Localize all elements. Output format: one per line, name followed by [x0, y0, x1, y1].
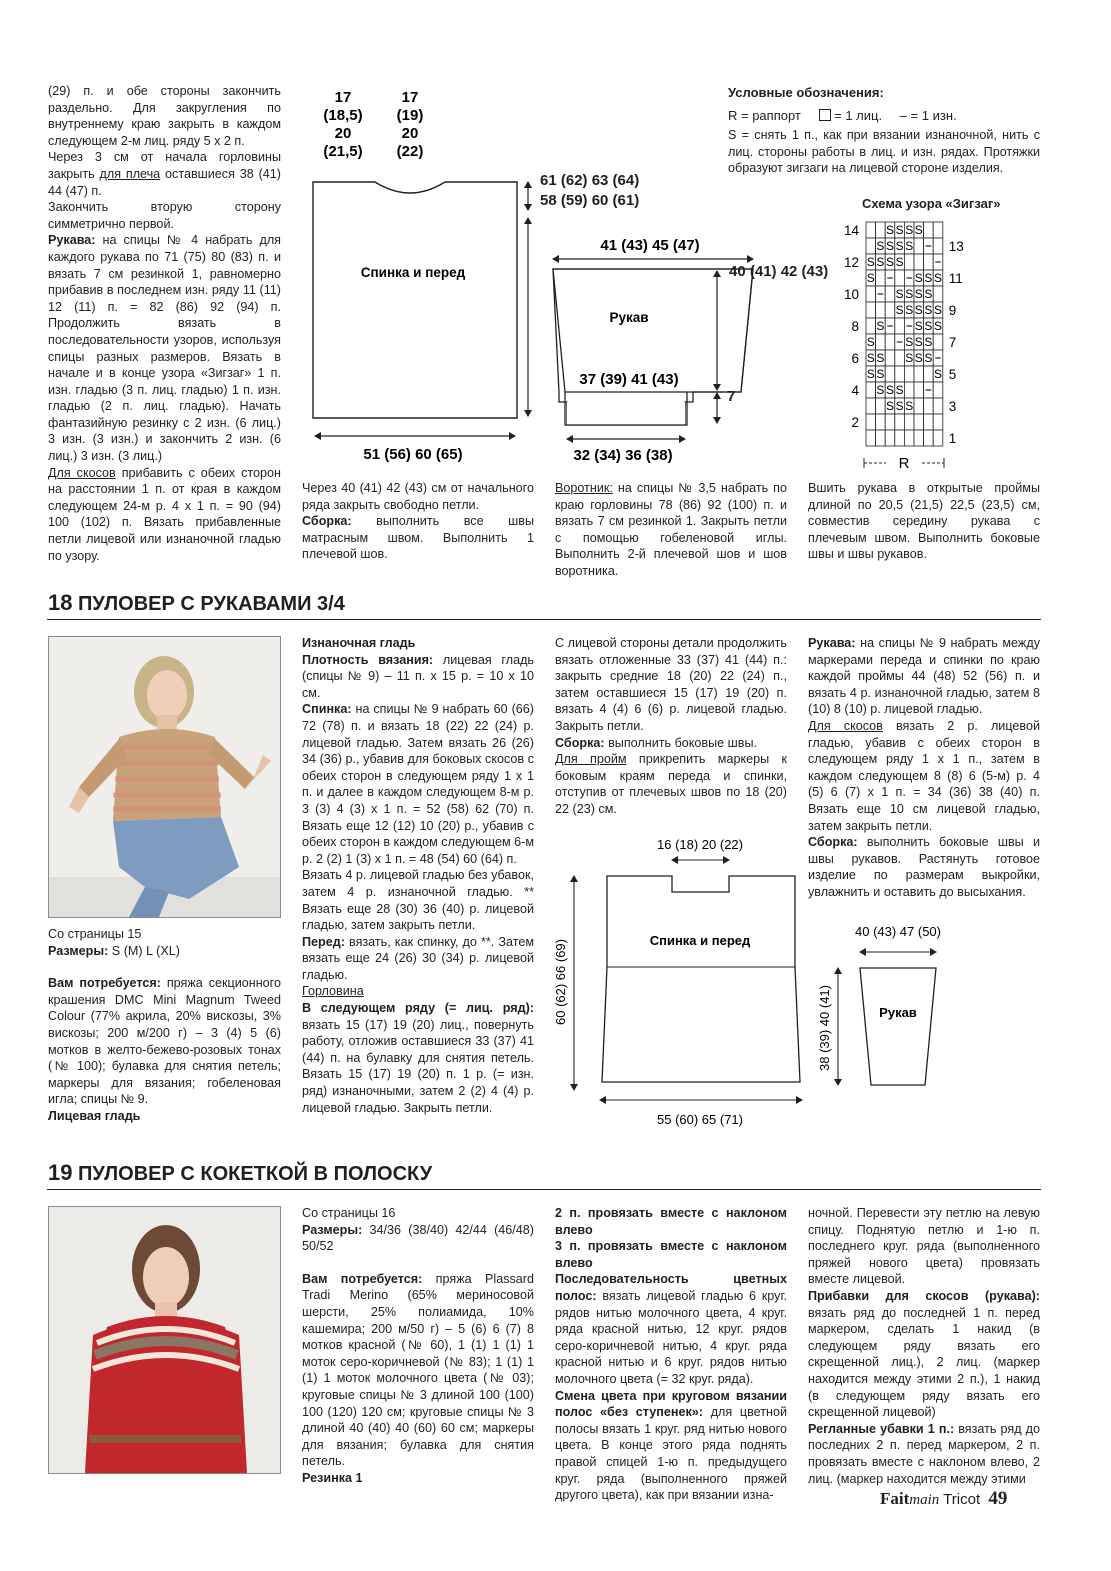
- page-footer: Faitmain Tricot 49: [880, 1488, 1008, 1509]
- paragraph: Спинка: на спицы № 9 набрать 60 (66) 72 (78) п. и вязать 18 (22) 22 (24) р. лицевой гладью. Затем вязать 26 (26) 34 (36) р., убавив для боковых скосов с обеих сторон в следующем ряду 1 х 1 п. и далее в каждом следующем 8-м р. 3 (3) 4 (3) х 1 п. = 52 (58) 62 (70) п. Вязать еще 12 (12) 10 (20) р., убавив с обеих сторон в каждом следующем 6-м р. 2 (2) 1 (3) х 1 п. = 48 (54) 60 (64) п.: [302, 702, 534, 866]
- dim-label: 17: [334, 89, 352, 106]
- chart-cell: [895, 350, 905, 366]
- slip-stitch-symbol: S: [924, 319, 933, 333]
- row-number: 2: [851, 415, 859, 430]
- chart-cell: [885, 430, 895, 446]
- chart-cell: [866, 222, 876, 238]
- paragraph: Вязать 4 р. лицевой гладью без убавок, затем 4 р. изнаночной гладью. ** Вязать еще 28 (30) 36 (40) р. лицевой гладью, затем закрыть петли.: [302, 868, 534, 933]
- s18-col2-text: [302, 635, 534, 1116]
- paragraph: Плотность вязания: лицевая гладь (спицы № 9) – 11 п. х 15 р. = 10 х 10 см.: [302, 652, 534, 700]
- row-number: 7: [948, 335, 957, 350]
- paragraph: Вам потребуется: пряжа Plassard Tradi Merino (65% мериносовой шерсти, 25% полиамида, 10% кашемира; 200 м/50 г) – 5 (6) 6 (7) 8 мотков красной (№ 60), 1 (1) 1 (1) 1 моток серо-коричневой (№ 83); 1 (1) 1 (1) 1 моток молочного цвета (№ 03); круговые спицы № 3 длиной 100 (100) 100 (120) 120 см; круговые спицы № 3 длиной 40 (40) 40 (60) 60 см; маркеры для вязания; булавка для снятия петель.: [302, 1271, 534, 1469]
- row-number: 8: [851, 319, 859, 334]
- chart-title: Схема узора «Зигзаг»: [862, 196, 1001, 211]
- chart-cell: [885, 334, 895, 350]
- slip-stitch-symbol: S: [885, 223, 895, 237]
- chart-cell: [895, 366, 905, 382]
- slip-stitch-symbol: S: [876, 319, 885, 333]
- chart-cell: [933, 430, 943, 446]
- slip-stitch-symbol: S: [895, 287, 904, 301]
- divider: [47, 1189, 1041, 1190]
- chart-cell: [914, 238, 924, 254]
- chart-cell: [866, 382, 876, 398]
- paragraph: Регланные убавки 1 п.: вязать ряд до последних 2 п. перед маркером, 2 п. провязать вместе с наклоном влево, 2 лиц. (маркер находится между этими: [808, 1421, 1040, 1486]
- slip-stitch-symbol: S: [895, 303, 904, 317]
- top-col1-text: [48, 83, 281, 564]
- row-number: 12: [843, 255, 859, 270]
- slip-stitch-symbol: S: [924, 335, 933, 349]
- paragraph: Размеры: 34/36 (38/40) 42/44 (46/48) 50/52: [302, 1222, 534, 1254]
- dim-label: 20: [334, 125, 352, 142]
- dim-label: (19): [396, 107, 424, 124]
- sleeve-outline: [553, 269, 753, 425]
- sweater-18-photo: [48, 636, 281, 918]
- chart-cell: [924, 414, 934, 430]
- chart-cell: [885, 286, 895, 302]
- legend-title: Условные обозначения:: [728, 85, 884, 100]
- paragraph: Сборка: выполнить все швы матрасным швом. Выполнить 1 плечевой шов.: [302, 514, 534, 562]
- slip-stitch-symbol: S: [895, 255, 904, 269]
- slip-stitch-symbol: S: [914, 271, 923, 285]
- s19-col3-text: [555, 1205, 787, 1504]
- legend-row: R = раппорт = 1 лиц. – = 1 изн.: [728, 107, 957, 123]
- chart-cell: [895, 430, 905, 446]
- chart-cell: [895, 270, 905, 286]
- dim-label: 40 (41) 42 (43): [729, 263, 829, 280]
- slip-stitch-symbol: S: [914, 319, 923, 333]
- divider: [47, 619, 1041, 620]
- chart-cell: [914, 382, 924, 398]
- dim-label: 16 (18) 20 (22): [657, 837, 743, 852]
- s18-col3-text: [555, 635, 787, 818]
- s18-schematic-diagram: [545, 832, 965, 1132]
- slip-stitch-symbol: S: [914, 351, 923, 365]
- body-schematic-diagram: [295, 82, 545, 467]
- diagram-label: Рукав: [879, 1005, 917, 1020]
- chart-cell: [876, 414, 886, 430]
- paragraph: 2 п. провязать вместе с наклоном влево: [555, 1206, 787, 1237]
- s19-col2-text: [302, 1205, 534, 1487]
- section-19-heading: 19 ПУЛОВЕР С КОКЕТКОЙ В ПОЛОСКУ: [48, 1160, 433, 1185]
- chart-cell: [885, 302, 895, 318]
- chart-cell: [933, 286, 943, 302]
- paragraph: Воротник: на спицы № 3,5 набрать по краю горловины 78 (86) 92 (100) п. и вязать 7 см резинкой 1. Закрыть петли с помощью гобеленовой иглы. Выполнить 2-й плечевой шов и шов воротника.: [555, 481, 787, 578]
- chart-cell: [866, 414, 876, 430]
- chart-cell: [866, 302, 876, 318]
- row-number: 10: [843, 287, 859, 302]
- paragraph: Закончить вторую сторону симметрично первой.: [48, 200, 281, 231]
- slip-stitch-symbol: S: [895, 239, 904, 253]
- chart-cell: [866, 286, 876, 302]
- sleeve-outline: [860, 968, 936, 1085]
- paragraph: Рукава: на спицы № 4 набрать для каждого рукава по 71 (75) 80 (83) п. и вязать 7 см резинкой 1, равномерно прибавив в последнем изн. ряду 11 (11) 12 (11) п. = 82 (86) 92 (94) п. Продолжить вязать в последовательности узоров, используя спицы разных размеров. Вязать в начале и в конце узора «Зигзаг» 1 п. изн. гладью (3 п. лиц. гладью) 1 п. изн. гладью (2 п. лиц. гладью). Начать фантазийную резинку с 2 изн. (6 лиц.) 3 изн. (3 изн.) и закончить 2 изн. (6 лиц.) 3 изн. (3 лиц.): [48, 233, 281, 464]
- paragraph: 3 п. провязать вместе с наклоном влево: [555, 1239, 787, 1270]
- slip-stitch-symbol: S: [914, 287, 923, 301]
- repeat-label: R: [898, 455, 910, 472]
- slip-stitch-symbol: S: [924, 271, 933, 285]
- chart-cell: [914, 254, 924, 270]
- chart-cell: [904, 366, 914, 382]
- paragraph: Для скосов прибавить с обеих сторон на расстоянии 1 п. от края в каждом следующем 24-м р. 4 х 1 п. = 90 (94) 100 (102) п. Вязать прибавленные петли лицевой или изнаночной гладью по узору.: [48, 465, 282, 563]
- paragraph: Смена цвета при круговом вязании полос «без ступенек»: для цветной полосы вязать 1 круг. ряд нитью нового цвета. В конце этого ряда поднять правой спицей 1-ю п. предыдущего круг. ряда (выполненного пряжей другого цвета), как при вязании изна-: [555, 1388, 788, 1503]
- chart-cell: [866, 318, 876, 334]
- dim-label: 7: [727, 388, 736, 405]
- slip-stitch-symbol: S: [885, 255, 895, 269]
- dim-label: 61 (62) 63 (64): [540, 172, 640, 189]
- slip-stitch-symbol: S: [866, 271, 875, 285]
- paragraph: Рукава: на спицы № 9 набрать между маркерами переда и спинки по краю каждой проймы 44 (48) 52 (56) п. и вязать 4 р. изнаночной гладью, затем 8 (10) 8 (10) р. лицевой гладью.: [808, 636, 1040, 717]
- chart-cell: [914, 398, 924, 414]
- slip-stitch-symbol: S: [905, 399, 914, 413]
- row-number: 11: [948, 271, 963, 286]
- legend: [728, 85, 1040, 177]
- dim-label: 60 (62) 66 (69): [553, 939, 568, 1025]
- slip-stitch-symbol: S: [905, 335, 914, 349]
- top-col2-text: [302, 480, 534, 563]
- slip-stitch-symbol: S: [905, 239, 914, 253]
- slip-stitch-symbol: S: [924, 351, 933, 365]
- slip-stitch-symbol: S: [876, 367, 885, 381]
- dim-label: 55 (60) 65 (71): [657, 1112, 743, 1127]
- chart-cell: [885, 366, 895, 382]
- dim-label: 40 (43) 47 (50): [855, 924, 941, 939]
- chart-cell: [924, 366, 934, 382]
- chart-cell: [933, 414, 943, 430]
- chart-cell: [876, 430, 886, 446]
- top-col4-text: [808, 480, 1040, 563]
- paragraph: (29) п. и обе стороны закончить раздельно. Для закругления по внутреннему краю закрыть в каждом следующем 2-м лиц. ряду 5 х 2 п.: [48, 84, 281, 148]
- stitch-knit-icon: [819, 109, 831, 121]
- chart-cell: [924, 430, 934, 446]
- chart-cell: [933, 222, 943, 238]
- slip-stitch-symbol: S: [866, 335, 875, 349]
- row-number: 3: [948, 399, 957, 414]
- dim-label: 37 (39) 41 (43): [579, 371, 679, 388]
- chart-cell: [895, 414, 905, 430]
- slip-stitch-symbol: S: [895, 223, 904, 237]
- slip-stitch-symbol: S: [895, 383, 904, 397]
- slip-stitch-symbol: S: [876, 255, 885, 269]
- chart-cell: [924, 222, 934, 238]
- zigzag-pattern-chart: [838, 218, 988, 480]
- slip-stitch-symbol: S: [905, 287, 914, 301]
- paragraph: Через 3 см от начала горловины закрыть для плеча оставшиеся 38 (41) 44 (47) п.: [48, 150, 281, 198]
- chart-cell: [914, 414, 924, 430]
- slip-stitch-symbol: S: [885, 399, 895, 413]
- row-number: 5: [948, 367, 957, 382]
- row-number: 13: [948, 239, 964, 254]
- paragraph: Через 40 (41) 42 (43) см от начального ряда закрыть свободно петли.: [302, 481, 534, 512]
- chart-cell: [885, 414, 895, 430]
- chart-cell: [876, 398, 886, 414]
- paragraph: Прибавки для скосов (рукава): вязать ряд до последней 1 п. перед маркером, сделать 1 накид (в следующем ряду вязать его скрещенной лиц.), 2 лиц. (маркер находится между этими 2 п.), 1 накид (в следующем ряду вязать его скрещенной лицевой): [808, 1288, 1040, 1420]
- chart-cell: [904, 382, 914, 398]
- dim-label: (18,5): [323, 107, 363, 124]
- slip-stitch-symbol: S: [924, 303, 933, 317]
- row-number: 1: [948, 431, 957, 446]
- slip-stitch-symbol: S: [866, 255, 875, 269]
- sweater-19-photo: [48, 1206, 281, 1474]
- s19-col4-text: [808, 1205, 1040, 1487]
- chart-cell: [895, 318, 905, 334]
- paragraph: Последовательность цветных полос: вязать лицевой гладью 6 круг. рядов нитью молочного цвета, 4 круг. ряда красной нитью, 12 круг. рядов серо-коричневой нитью, 4 круг. ряда красной нитью и 6 круг. рядов нитью молочного цвета (= 32 круг. ряда).: [555, 1272, 787, 1386]
- paragraph: Сборка: выполнить боковые швы.: [555, 735, 758, 750]
- paragraph: Вшить рукава в открытые проймы длиной по 20,5 (21,5) 22,5 (23,5) см, совместив середину рукава с плечевым швом. Выполнить боковые швы и швы рукавов.: [808, 481, 1040, 562]
- paragraph: Со страницы 15: [48, 927, 142, 941]
- chart-cell: [933, 334, 943, 350]
- dim-label: (22): [396, 143, 424, 160]
- slip-stitch-symbol: S: [876, 383, 885, 397]
- legend-text: S = снять 1 п., как при вязании изнаночной, нить с лиц. стороны работы в лиц. и изн. рядах. Протяжки образуют зигзаги на лицевой стороне изделия.: [728, 128, 1040, 176]
- paragraph: Горловина: [302, 984, 364, 999]
- slip-stitch-symbol: S: [924, 287, 933, 301]
- chart-cell: [914, 366, 924, 382]
- slip-stitch-symbol: S: [914, 335, 923, 349]
- paragraph: Резинка 1: [302, 1470, 363, 1485]
- paragraph: Сборка: выполнить боковые швы и швы рукавов. Растянуть готовое изделие по размерам выкройки, увлажнить и оставить до высыхания.: [808, 835, 1040, 899]
- slip-stitch-symbol: S: [933, 303, 943, 317]
- chart-cell: [876, 222, 886, 238]
- slip-stitch-symbol: S: [905, 223, 914, 237]
- slip-stitch-symbol: S: [866, 367, 875, 381]
- chart-cell: [885, 350, 895, 366]
- diagram-label: Рукав: [609, 310, 649, 325]
- chart-cell: [933, 382, 943, 398]
- slip-stitch-symbol: S: [914, 223, 923, 237]
- slip-stitch-symbol: S: [905, 351, 914, 365]
- paragraph: В следующем ряду (= лиц. ряд): вязать 15 (17) 19 (20) лиц., повернуть работу, отложив оставшиеся 33 (37) 41 (44) п. на булавку для снятия петель. Вязать 15 (17) 19 (20) п. 1 р. (= изн. ряд) изнаночными, затем 2 (2) 4 (4) р. лицевой гладью. Закрыть петли.: [302, 1001, 534, 1115]
- row-number: 9: [948, 303, 957, 318]
- dim-label: 58 (59) 60 (61): [540, 192, 640, 209]
- paragraph: Со страницы 16: [302, 1206, 396, 1220]
- paragraph: Для скосов вязать 2 р. лицевой гладью, убавив с обеих сторон в следующем ряду 1 х 1 п., затем в каждом следующем 8 (8) 6 (5-м) р. 4 (5) 6 (7) х 1 п. = 34 (36) 38 (40) п. Вязать еще 10 см лицевой гладью, затем закрыть петли.: [808, 718, 1040, 833]
- slip-stitch-symbol: S: [876, 351, 885, 365]
- chart-cell: [876, 270, 886, 286]
- paragraph: Лицевая гладь: [48, 1108, 141, 1123]
- chart-cell: [866, 398, 876, 414]
- paragraph: Вам потребуется: пряжа секционного крашения DMC Mini Magnum Tweed Colour (77% акрила, 20% вискозы, 3% вискозы; 200 м/200 г) – 3 (4) 5 (6) мотков в желто-бежево-розовых тонах (№ 100); булавка для снятия петель; маркеры для вязания; гобеленовая игла; спицы № 9.: [48, 976, 282, 1107]
- dim-label: 41 (43) 45 (47): [600, 237, 700, 254]
- top-col3-text: [555, 480, 787, 580]
- section-18-heading: 18 ПУЛОВЕР С РУКАВАМИ 3/4: [48, 590, 345, 615]
- body-outline: [602, 876, 800, 1082]
- paragraph: Для пройм прикрепить маркеры к боковым краям переда и спинки, отступив от плечевых швов по 18 (20) 22 (23) см.: [555, 752, 788, 816]
- page-number: 49: [988, 1488, 1008, 1509]
- paragraph: С лицевой стороны детали продолжить вязать отложенные 33 (37) 41 (44) п.: закрыть средние 18 (20) 22 (24) п., затем оставшиеся 15 (17) 19 (20) п. вязать 4 (4) 6 (6) р. лицевой гладью. Закрыть петли.: [555, 636, 787, 733]
- paragraph: Размеры: S (M) L (XL): [48, 943, 180, 958]
- dim-label: 17: [401, 89, 419, 106]
- row-number: 4: [851, 383, 859, 398]
- slip-stitch-symbol: S: [876, 239, 885, 253]
- paragraph: ночной. Перевести эту петлю на левую спицу. Поднятую петлю и 1-ю п. последнего круг. ряда (выполненного пряжей нового цвета) провязать вместе лицевой.: [808, 1206, 1040, 1287]
- paragraph: Перед: вязать, как спинку, до **. Затем вязать еще 24 (26) 30 (34) р. лицевой гладью.: [302, 934, 534, 982]
- slip-stitch-symbol: S: [914, 303, 923, 317]
- dim-label: 38 (39) 40 (41): [817, 985, 832, 1071]
- chart-cell: [924, 254, 934, 270]
- s18-col1-text: [48, 926, 281, 1125]
- slip-stitch-symbol: S: [933, 319, 943, 333]
- body-outline: [313, 182, 517, 418]
- chart-cell: [933, 398, 943, 414]
- slip-stitch-symbol: S: [885, 239, 895, 253]
- slip-stitch-symbol: S: [905, 303, 914, 317]
- dim-label: 51 (56) 60 (65): [363, 446, 463, 463]
- chart-cell: [866, 430, 876, 446]
- slip-stitch-symbol: S: [895, 399, 904, 413]
- chart-cell: [876, 302, 886, 318]
- chart-cell: [914, 430, 924, 446]
- row-number: 6: [851, 351, 859, 366]
- diagram-label: Спинка и перед: [360, 265, 466, 280]
- row-number: 14: [843, 223, 859, 238]
- slip-stitch-symbol: S: [933, 367, 943, 381]
- chart-cell: [933, 238, 943, 254]
- chart-cell: [904, 414, 914, 430]
- chart-cell: [924, 398, 934, 414]
- chart-cell: [866, 238, 876, 254]
- brand-name: Fait: [880, 1489, 910, 1508]
- dim-label: (21,5): [323, 143, 363, 160]
- dim-label: 20: [401, 125, 419, 142]
- diagram-label: Спинка и перед: [649, 933, 751, 948]
- slip-stitch-symbol: S: [933, 271, 943, 285]
- paragraph: Изнаночная гладь: [302, 636, 416, 650]
- chart-cell: [876, 334, 886, 350]
- slip-stitch-symbol: S: [885, 383, 895, 397]
- slip-stitch-symbol: S: [866, 351, 875, 365]
- chart-cell: [904, 254, 914, 270]
- dim-label: 32 (34) 36 (38): [573, 447, 673, 464]
- chart-cell: [904, 430, 914, 446]
